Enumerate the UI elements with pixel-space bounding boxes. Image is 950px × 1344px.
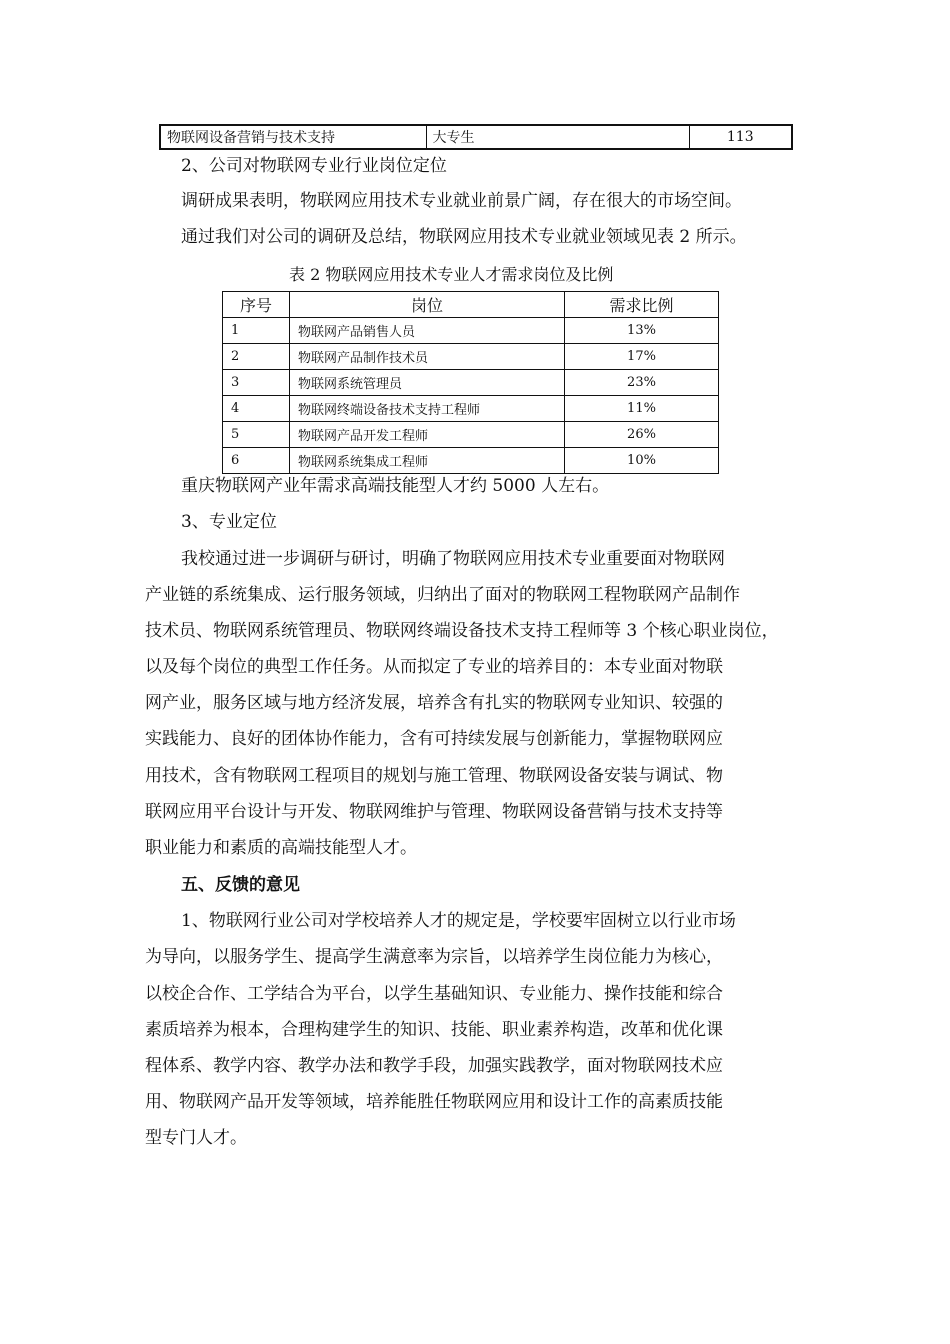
section3-heading: 3、专业定位 <box>181 512 277 532</box>
row-ratio: 17% <box>565 344 719 370</box>
section3-line: 我校通过进一步调研与研讨，明确了物联网应用技术专业重要面对物联网 <box>181 549 725 569</box>
row-ratio: 26% <box>565 422 719 448</box>
row-post: 物联网系统管理员 <box>290 370 565 396</box>
section5-line: 用、物联网产品开发等领域，培养能胜任物联网应用和设计工作的高素质技能 <box>145 1092 723 1112</box>
row-post: 物联网系统集成工程师 <box>290 448 565 474</box>
after-table-text: 重庆物联网产业年需求高端技能型人才约 5000 人左右。 <box>181 476 610 496</box>
table-row <box>160 125 792 149</box>
table-header-row <box>223 292 719 318</box>
table-row <box>223 318 719 344</box>
section2-heading: 2、公司对物联网专业行业岗位定位 <box>181 156 447 176</box>
row-index: 2 <box>223 344 290 370</box>
section5-line: 素质培养为根本，合理构建学生的知识、技能、职业素养构造，改革和优化课 <box>145 1020 723 1040</box>
row-post: 物联网终端设备技术支持工程师 <box>290 396 565 422</box>
row-ratio: 11% <box>565 396 719 422</box>
section5-line: 1、物联网行业公司对学校培养人才的规定是，学校要牢固树立以行业市场 <box>181 911 736 931</box>
section5-line: 为导向，以服务学生、提高学生满意率为宗旨，以培养学生岗位能力为核心， <box>145 947 723 967</box>
row-index: 4 <box>223 396 290 422</box>
row-index: 5 <box>223 422 290 448</box>
header-ratio: 需求比例 <box>565 292 719 318</box>
row-ratio: 10% <box>565 448 719 474</box>
table-row <box>223 344 719 370</box>
education-cell: 大专生 <box>426 125 689 149</box>
previous-table-last-row <box>159 124 793 150</box>
section3-line: 技术员、物联网系统管理员、物联网终端设备技术支持工程师等 3 个核心职业岗位， <box>145 621 779 641</box>
section3-line: 以及每个岗位的典型工作任务。从而拟定了专业的培养目的：本专业面对物联 <box>145 657 723 677</box>
section3-line: 产业链的系统集成、运行服务领域，归纳出了面对的物联网工程物联网产品制作 <box>145 585 740 605</box>
section5-heading: 五、反馈的意见 <box>181 875 300 895</box>
row-post: 物联网产品开发工程师 <box>290 422 565 448</box>
section5-line: 以校企合作、工学结合为平台，以学生基础知识、专业能力、操作技能和综合 <box>145 984 723 1004</box>
section2-paragraph-1: 调研成果表明，物联网应用技术专业就业前景广阔，存在很大的市场空间。 <box>181 191 742 211</box>
section3-line: 网产业，服务区域与地方经济发展，培养含有扎实的物联网专业知识、较强的 <box>145 693 723 713</box>
section2-paragraph-2: 通过我们对公司的调研及总结，物联网应用技术专业就业领域见表 2 所示。 <box>181 227 747 247</box>
count-cell: 113 <box>689 125 792 149</box>
row-post: 物联网产品销售人员 <box>290 318 565 344</box>
header-post: 岗位 <box>290 292 565 318</box>
table-row <box>223 448 719 474</box>
section3-line: 实践能力、良好的团体协作能力，含有可持续发展与创新能力，掌握物联网应 <box>145 729 723 749</box>
section5-line: 型专门人才。 <box>145 1128 247 1148</box>
row-post: 物联网产品制作技术员 <box>290 344 565 370</box>
table-caption: 表 2 物联网应用技术专业人才需求岗位及比例 <box>289 265 614 284</box>
header-index: 序号 <box>223 292 290 318</box>
post-cell: 物联网设备营销与技术支持 <box>160 125 426 149</box>
row-ratio: 23% <box>565 370 719 396</box>
row-index: 3 <box>223 370 290 396</box>
table-row <box>223 370 719 396</box>
row-ratio: 13% <box>565 318 719 344</box>
row-index: 6 <box>223 448 290 474</box>
section3-line: 联网应用平台设计与开发、物联网维护与管理、物联网设备营销与技术支持等 <box>145 802 723 822</box>
section3-line: 职业能力和素质的高端技能型人才。 <box>145 838 417 858</box>
section3-line: 用技术，含有物联网工程项目的规划与施工管理、物联网设备安装与调试、物 <box>145 766 723 786</box>
demand-table <box>222 291 719 474</box>
row-index: 1 <box>223 318 290 344</box>
table-row <box>223 422 719 448</box>
table-row <box>223 396 719 422</box>
section5-line: 程体系、教学内容、教学办法和教学手段，加强实践教学，面对物联网技术应 <box>145 1056 723 1076</box>
